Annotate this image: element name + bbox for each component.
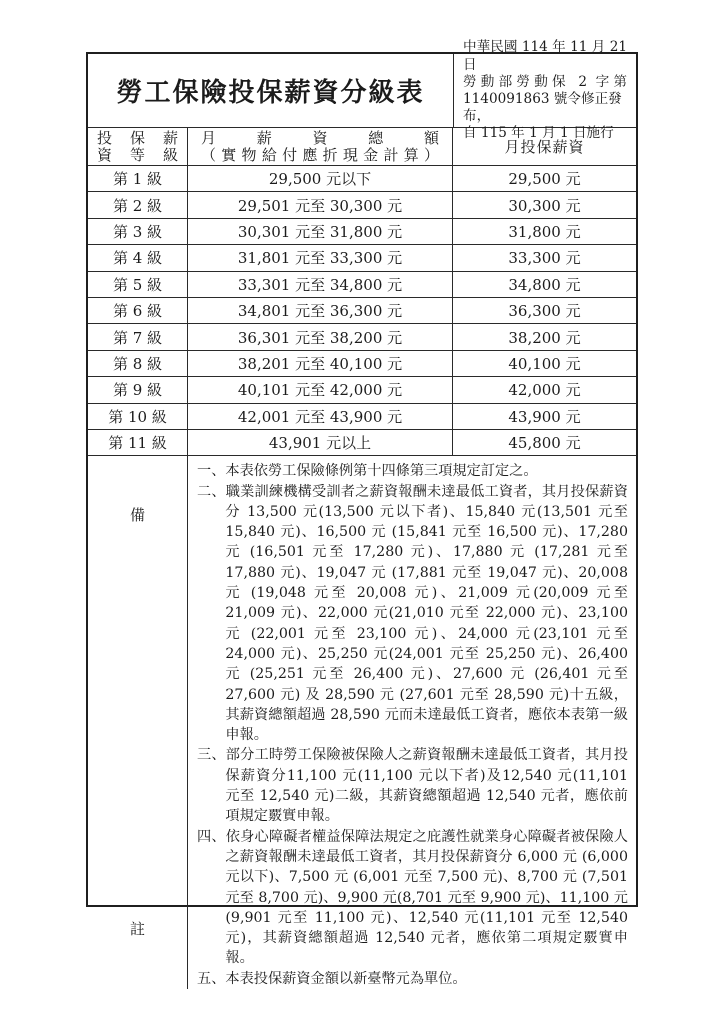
range-cell: 34,801 元至 36,300 元: [188, 298, 453, 323]
insured-cell: 42,000 元: [508, 381, 581, 400]
table-row: [88, 219, 636, 245]
note-item-4: 四、依身心障礙者權益保障法規定之庇護性就業身心障礙者被保險人之薪資報酬未達最低工資者，其月投保薪資分 6,000 元 (6,000 元以下)、7,500 元 (6,001 元至 7,500 元)、8,700 元 (7,501 元至 8,700 元)、9,900 元(8,701 元至 9,900 元)、11,100 元(9,901 元至 11,100 元)、12,540 元(11,101 元至 12,540 元)，其薪資總額超過 12,540 元者，應依第二項規定覈實申報。: [197, 828, 628, 967]
table-row: [88, 404, 636, 430]
insured-cell: 31,800 元: [508, 222, 581, 241]
note-item-3: 三、部分工時勞工保險被保險人之薪資報酬未達最低工資者，其月投保薪資分11,100 元(11,100 元以下者)及12,540 元(11,101 元至 12,540 元)二級，其薪資總額超過 12,540 元者，應依前項規定覈實申報。: [197, 747, 628, 825]
range-cell: 42,001 元至 43,900 元: [188, 404, 453, 429]
issuance-line: 1140091863 號令修正發布，: [463, 91, 622, 125]
grade-cell: 第 10 級: [88, 404, 188, 429]
insured-cell: 30,300 元: [508, 196, 581, 215]
range-cell: 29,500 元以下: [188, 166, 453, 191]
remarks-label-cell: [88, 456, 188, 989]
range-cell: 36,301 元至 38,200 元: [188, 324, 453, 349]
table-row: [88, 298, 636, 324]
grade-header-line2: 資 等 級: [97, 145, 178, 164]
grade-cell: 第 5 級: [88, 272, 188, 297]
range-cell: 40,101 元至 42,000 元: [188, 377, 453, 402]
table-row: [88, 192, 636, 218]
table-row: [88, 166, 636, 192]
insured-cell: 38,200 元: [508, 328, 581, 347]
range-cell: 30,301 元至 31,800 元: [188, 219, 453, 244]
salary-grade-table: [86, 39, 638, 987]
table-row: [88, 324, 636, 350]
insured-cell: 36,300 元: [508, 302, 581, 321]
grade-cell: 第 4 級: [88, 245, 188, 270]
range-cell: 29,501 元至 30,300 元: [188, 192, 453, 217]
issuance-line: 中華民國 114 年 11 月 21 日: [463, 39, 627, 73]
table-row: [88, 430, 636, 456]
insured-cell: 43,900 元: [508, 407, 581, 426]
range-header-line1: 月 薪 資 總 額: [201, 128, 439, 147]
table-row: [88, 272, 636, 298]
column-header-insured-salary: 月投保薪資: [504, 138, 585, 156]
insured-cell: 33,300 元: [508, 249, 581, 268]
range-cell: 33,301 元至 34,800 元: [188, 272, 453, 297]
table-row: [88, 245, 636, 271]
issuance-line: 勞動部勞動保 2 字第: [463, 73, 627, 90]
range-cell: 43,901 元以上: [188, 430, 453, 455]
grade-header-line1: 投 保 薪: [97, 128, 178, 147]
grade-cell: 第 7 級: [88, 324, 188, 349]
remarks-text-cell: [188, 456, 636, 989]
issuance-notice: [454, 39, 636, 142]
insured-cell: 29,500 元: [508, 170, 581, 189]
column-header-grade: [88, 128, 188, 165]
grade-cell: 第 1 級: [88, 166, 188, 191]
issuance-line: 自 115 年 1 月 1 日施行: [463, 125, 614, 142]
column-header-monthly-salary-total: [188, 128, 453, 165]
insured-cell: 45,800 元: [508, 434, 581, 453]
grade-cell: 第 6 級: [88, 298, 188, 323]
insured-cell: 40,100 元: [508, 354, 581, 373]
range-cell: 38,201 元至 40,100 元: [188, 351, 453, 376]
insured-cell: 34,800 元: [508, 275, 581, 294]
grade-cell: 第 8 級: [88, 351, 188, 376]
page-title: 勞工保險投保薪資分級表: [116, 78, 425, 108]
remarks-section: [88, 456, 636, 989]
remarks-label-top: 備: [129, 506, 145, 525]
title-cell: [88, 54, 454, 127]
grade-cell: 第 11 級: [88, 430, 188, 455]
table-row: [88, 377, 636, 403]
note-item-2: 二、職業訓練機構受訓者之薪資報酬未達最低工資者，其月投保薪資分 13,500 元(13,500 元以下者)、15,840 元(13,501 元至 15,840 元)、16,500 元 (15,841 元至 16,500 元)、17,280 元 (16,501 元至 17,280 元)、17,880 元 (17,281 元至 17,880 元)、19,047 元 (17,881 元至 19,047 元)、20,008 元 (19,048 元至 20,008 元)、21,009 元(20,009 元至 21,009 元)、22,000 元(21,010 元至 22,000 元)、23,100 元 (22,001 元至 23,100 元)、24,000 元(23,101 元至 24,000 元)、25,250 元(24,001 元至 25,250 元)、26,400 元 (25,251 元至 26,400 元)、27,600 元 (26,401 元至 27,600 元) 及 28,590 元 (27,601 元至 28,590 元)十五級，其薪資總額超過 28,590 元而未達最低工資者，應依本表第一級申報。: [197, 483, 628, 744]
note-item-1: 一、本表依勞工保險條例第十四條第三項規定訂定之。: [197, 463, 538, 480]
grade-cell: 第 2 級: [88, 192, 188, 217]
remarks-label-bottom: 註: [129, 920, 145, 939]
table-row: [88, 351, 636, 377]
grade-cell: 第 9 級: [88, 377, 188, 402]
note-item-5: 五、本表投保薪資金額以新臺幣元為單位。: [197, 970, 467, 987]
column-header-row: [88, 128, 636, 166]
grade-cell: 第 3 級: [88, 219, 188, 244]
range-header-line2: （ 實 物 給 付 應 折 現 金 計 算 ）: [201, 145, 439, 164]
range-cell: 31,801 元至 33,300 元: [188, 245, 453, 270]
